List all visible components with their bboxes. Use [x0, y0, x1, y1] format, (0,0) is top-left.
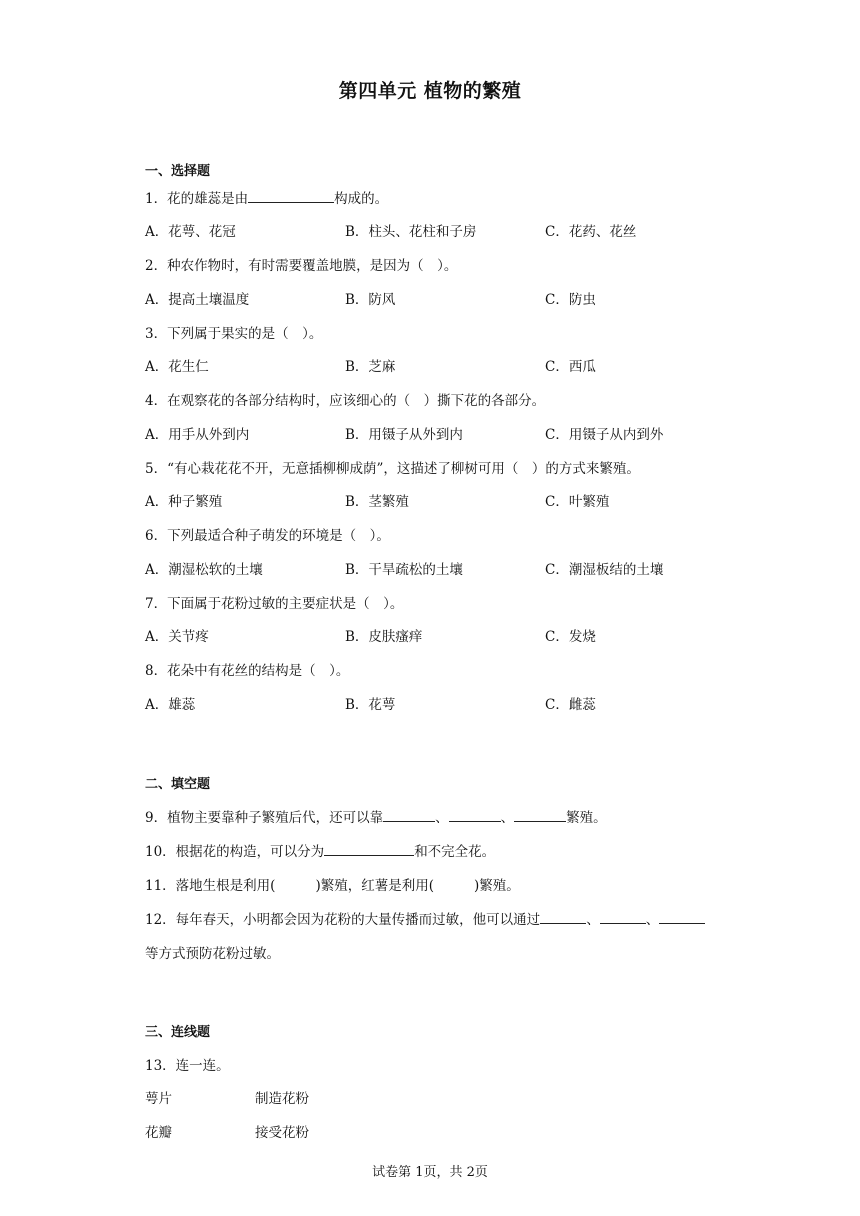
question-11 [145, 874, 520, 894]
option-c: C．西瓜 [545, 359, 596, 375]
question-text: 繁殖。 [566, 810, 607, 826]
option-b: B．花萼 [345, 697, 396, 713]
answer-blank [324, 841, 414, 856]
answer-blank [248, 188, 334, 203]
page-title: 第四单元 植物的繁殖 [338, 80, 522, 102]
separator: 、 [435, 810, 449, 826]
option-a: A．雄蕊 [145, 697, 196, 713]
question-9 [145, 806, 607, 826]
option-b: B．防风 [345, 292, 396, 308]
page-footer: 试卷第 1页，共 2页 [372, 1165, 488, 1180]
answer-blank [540, 909, 586, 924]
option-c: C．防虫 [545, 292, 596, 308]
question-12 [145, 908, 705, 928]
option-b: B．芝麻 [345, 359, 396, 375]
section-heading-fill: 二、填空题 [145, 777, 211, 792]
option-c: C．雌蕊 [545, 697, 596, 713]
answer-blank [449, 807, 501, 822]
question-text: 和不完全花。 [414, 844, 496, 860]
question-text: )繁殖，红薯是利用( [315, 878, 434, 894]
question-text: 10．根据花的构造，可以分为 [145, 844, 325, 860]
option-c: C．发烧 [545, 629, 596, 645]
option-a: A．潮湿松软的土壤 [145, 562, 263, 578]
option-c: C．花药、花丝 [545, 224, 637, 240]
option-b: B．柱头、花柱和子房 [345, 224, 477, 240]
question-12-continued: 等方式预防花粉过敏。 [145, 946, 280, 962]
question-13: 13．连一连。 [145, 1058, 230, 1074]
question-4: 4．在观察花的各部分结构时，应该细心的（ ）撕下花的各部分。 [145, 393, 546, 409]
match-right-item: 制造花粉 [255, 1091, 309, 1107]
question-10 [145, 840, 495, 860]
match-left-item: 萼片 [145, 1091, 172, 1107]
option-a: A．花萼、花冠 [145, 224, 236, 240]
question-3: 3．下列属于果实的是（ ）。 [145, 326, 323, 342]
section-heading-choice: 一、选择题 [145, 164, 211, 179]
question-text: )繁殖。 [474, 878, 520, 894]
question-5: 5．“有心栽花花不开，无意插柳柳成荫”，这描述了柳树可用（ ）的方式来繁殖。 [145, 461, 640, 477]
option-a: A．用手从外到内 [145, 427, 250, 443]
question-2: 2．种农作物时，有时需要覆盖地膜，是因为（ ）。 [145, 258, 458, 274]
question-text: 11．落地生根是利用( [145, 878, 276, 894]
question-7: 7．下面属于花粉过敏的主要症状是（ ）。 [145, 596, 404, 612]
question-6: 6．下列最适合种子萌发的环境是（ ）。 [145, 528, 390, 544]
match-left-item: 花瓣 [145, 1125, 172, 1141]
option-b: B．茎繁殖 [345, 494, 409, 510]
question-8: 8．花朵中有花丝的结构是（ ）。 [145, 663, 350, 679]
option-a: A．花生仁 [145, 359, 209, 375]
answer-blank [514, 807, 566, 822]
option-c: C．潮湿板结的土壤 [545, 562, 664, 578]
match-right-item: 接受花粉 [255, 1125, 309, 1141]
question-1 [145, 187, 388, 207]
section-heading-match: 三、连线题 [145, 1025, 211, 1040]
separator: 、 [586, 912, 600, 928]
question-text: 12．每年春天，小明都会因为花粉的大量传播而过敏，他可以通过 [145, 912, 541, 928]
option-a: A．关节疼 [145, 629, 209, 645]
question-text: 构成的。 [334, 191, 389, 207]
option-a: A．提高土壤温度 [145, 292, 250, 308]
option-b: B．干旱疏松的土壤 [345, 562, 463, 578]
option-c: C．叶繁殖 [545, 494, 610, 510]
option-c: C．用镊子从内到外 [545, 427, 664, 443]
separator: 、 [500, 810, 515, 826]
answer-blank [383, 807, 435, 822]
separator: 、 [645, 912, 660, 928]
option-a: A．种子繁殖 [145, 494, 223, 510]
answer-blank [659, 909, 705, 924]
option-b: B．用镊子从外到内 [345, 427, 463, 443]
question-text: 1．花的雄蕊是由 [145, 191, 249, 207]
answer-blank [600, 909, 646, 924]
option-b: B．皮肤瘙痒 [345, 629, 423, 645]
question-text: 9．植物主要靠种子繁殖后代，还可以靠 [145, 810, 384, 826]
